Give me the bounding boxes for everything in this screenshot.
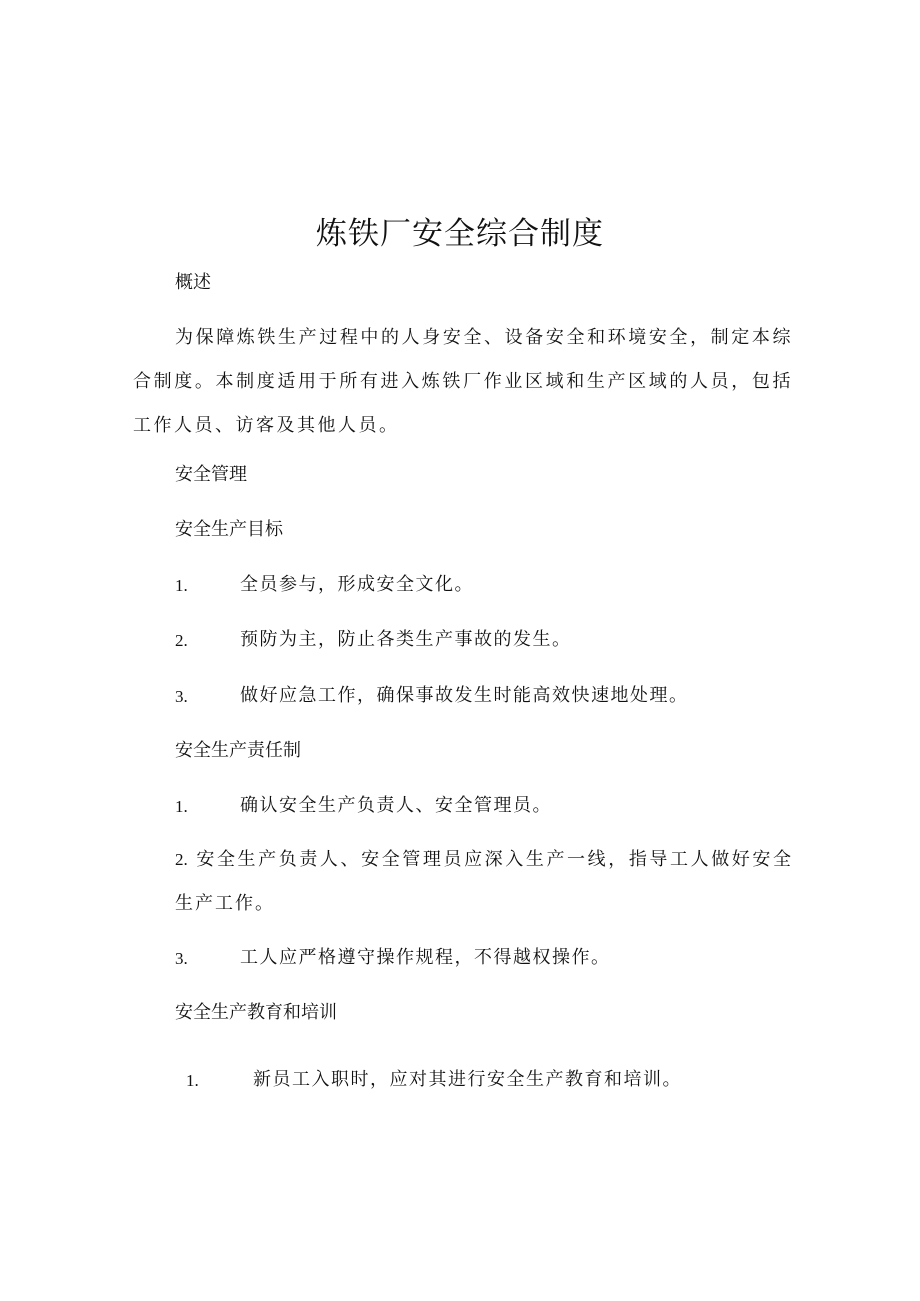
overview-heading: 概述 [175,272,211,293]
training-heading: 安全生产教育和培训 [175,1002,337,1023]
training-text: 新员工入职时，应对其进行安全生产教育和培训。 [253,1069,682,1090]
document-title: 炼铁厂安全综合制度 [316,216,604,252]
responsibility-number: 1. [175,797,188,816]
safety-management-heading: 安全管理 [175,464,247,485]
responsibility-number: 3. [175,949,188,968]
responsibility-item-2 [133,838,793,926]
responsibility-text: 安全生产负责人、安全管理员应深入生产一线，指导工人做好安全生产工作。 [175,849,793,914]
responsibility-number: 2. [175,850,188,869]
responsibility-text: 确认安全生产负责人、安全管理员。 [240,795,552,816]
goal-text: 做好应急工作，确保事故发生时能高效快速地处理。 [240,685,689,706]
goals-heading: 安全生产目标 [175,519,283,540]
responsibility-text: 工人应严格遵守操作规程，不得越权操作。 [240,947,611,968]
goal-number: 2. [175,631,188,650]
goal-number: 1. [175,576,188,595]
goal-text: 预防为主，防止各类生产事故的发生。 [240,629,572,650]
responsibility-heading: 安全生产责任制 [175,740,301,761]
training-number: 1. [186,1071,199,1090]
goal-text: 全员参与，形成安全文化。 [240,574,474,595]
overview-paragraph: 为保障炼铁生产过程中的人身安全、设备安全和环境安全，制定本综合制度。本制度适用于所有进入炼铁厂作业区域和生产区域的人员，包括工作人员、访客及其他人员。 [133,327,793,436]
goal-number: 3. [175,687,188,706]
